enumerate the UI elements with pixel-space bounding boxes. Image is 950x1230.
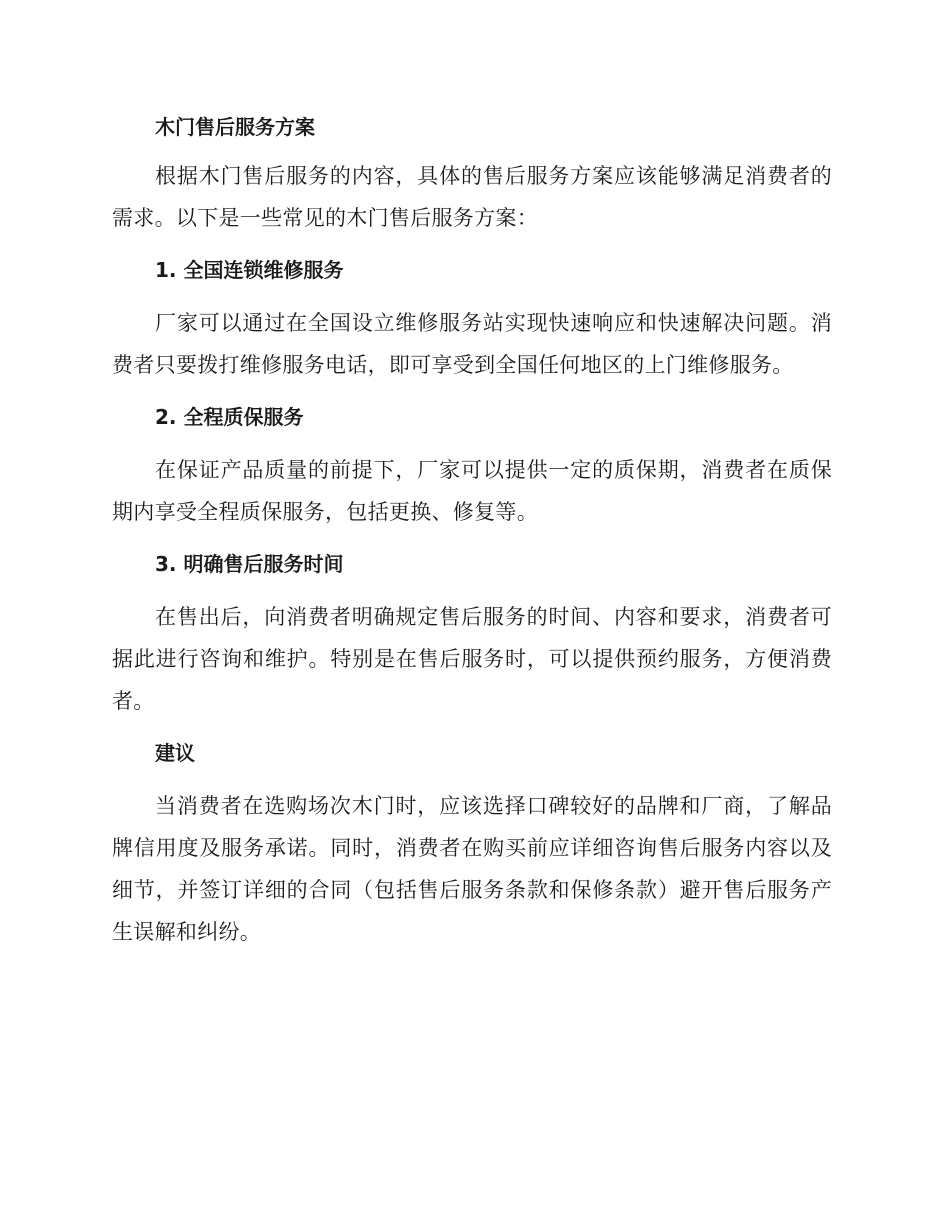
advice-paragraph: 当消费者在选购场次木门时，应该选择口碑较好的品牌和厂商，了解品牌信用度及服务承诺。同时，消费者在购买前应详细咨询售后服务内容以及细节，并签订详细的合同（包括售后服务条款和保修条款）避开售后服务产生误解和纠纷。 (112, 794, 832, 944)
section-heading-3: 3. 明确售后服务时间 (155, 552, 344, 576)
section-body-1: 厂家可以通过在全国设立维修服务站实现快速响应和快速解决问题。消费者只要拨打维修服务电话，即可享受到全国任何地区的上门维修服务。 (112, 311, 832, 377)
document-title: 木门售后服务方案 (155, 115, 315, 139)
section-heading-1: 1. 全国连锁维修服务 (155, 258, 344, 282)
intro-paragraph: 根据木门售后服务的内容，具体的售后服务方案应该能够满足消费者的需求。以下是一些常见的木门售后服务方案： (112, 164, 832, 230)
section-heading-2: 2. 全程质保服务 (155, 405, 304, 429)
section-body-3: 在售出后，向消费者明确规定售后服务的时间、内容和要求，消费者可据此进行咨询和维护。特别是在售后服务时，可以提供预约服务，方便消费者。 (112, 605, 832, 713)
section-body-2: 在保证产品质量的前提下，厂家可以提供一定的质保期，消费者在质保期内享受全程质保服务，包括更换、修复等。 (112, 458, 832, 524)
document-page (112, 105, 832, 953)
advice-heading: 建议 (155, 741, 195, 765)
